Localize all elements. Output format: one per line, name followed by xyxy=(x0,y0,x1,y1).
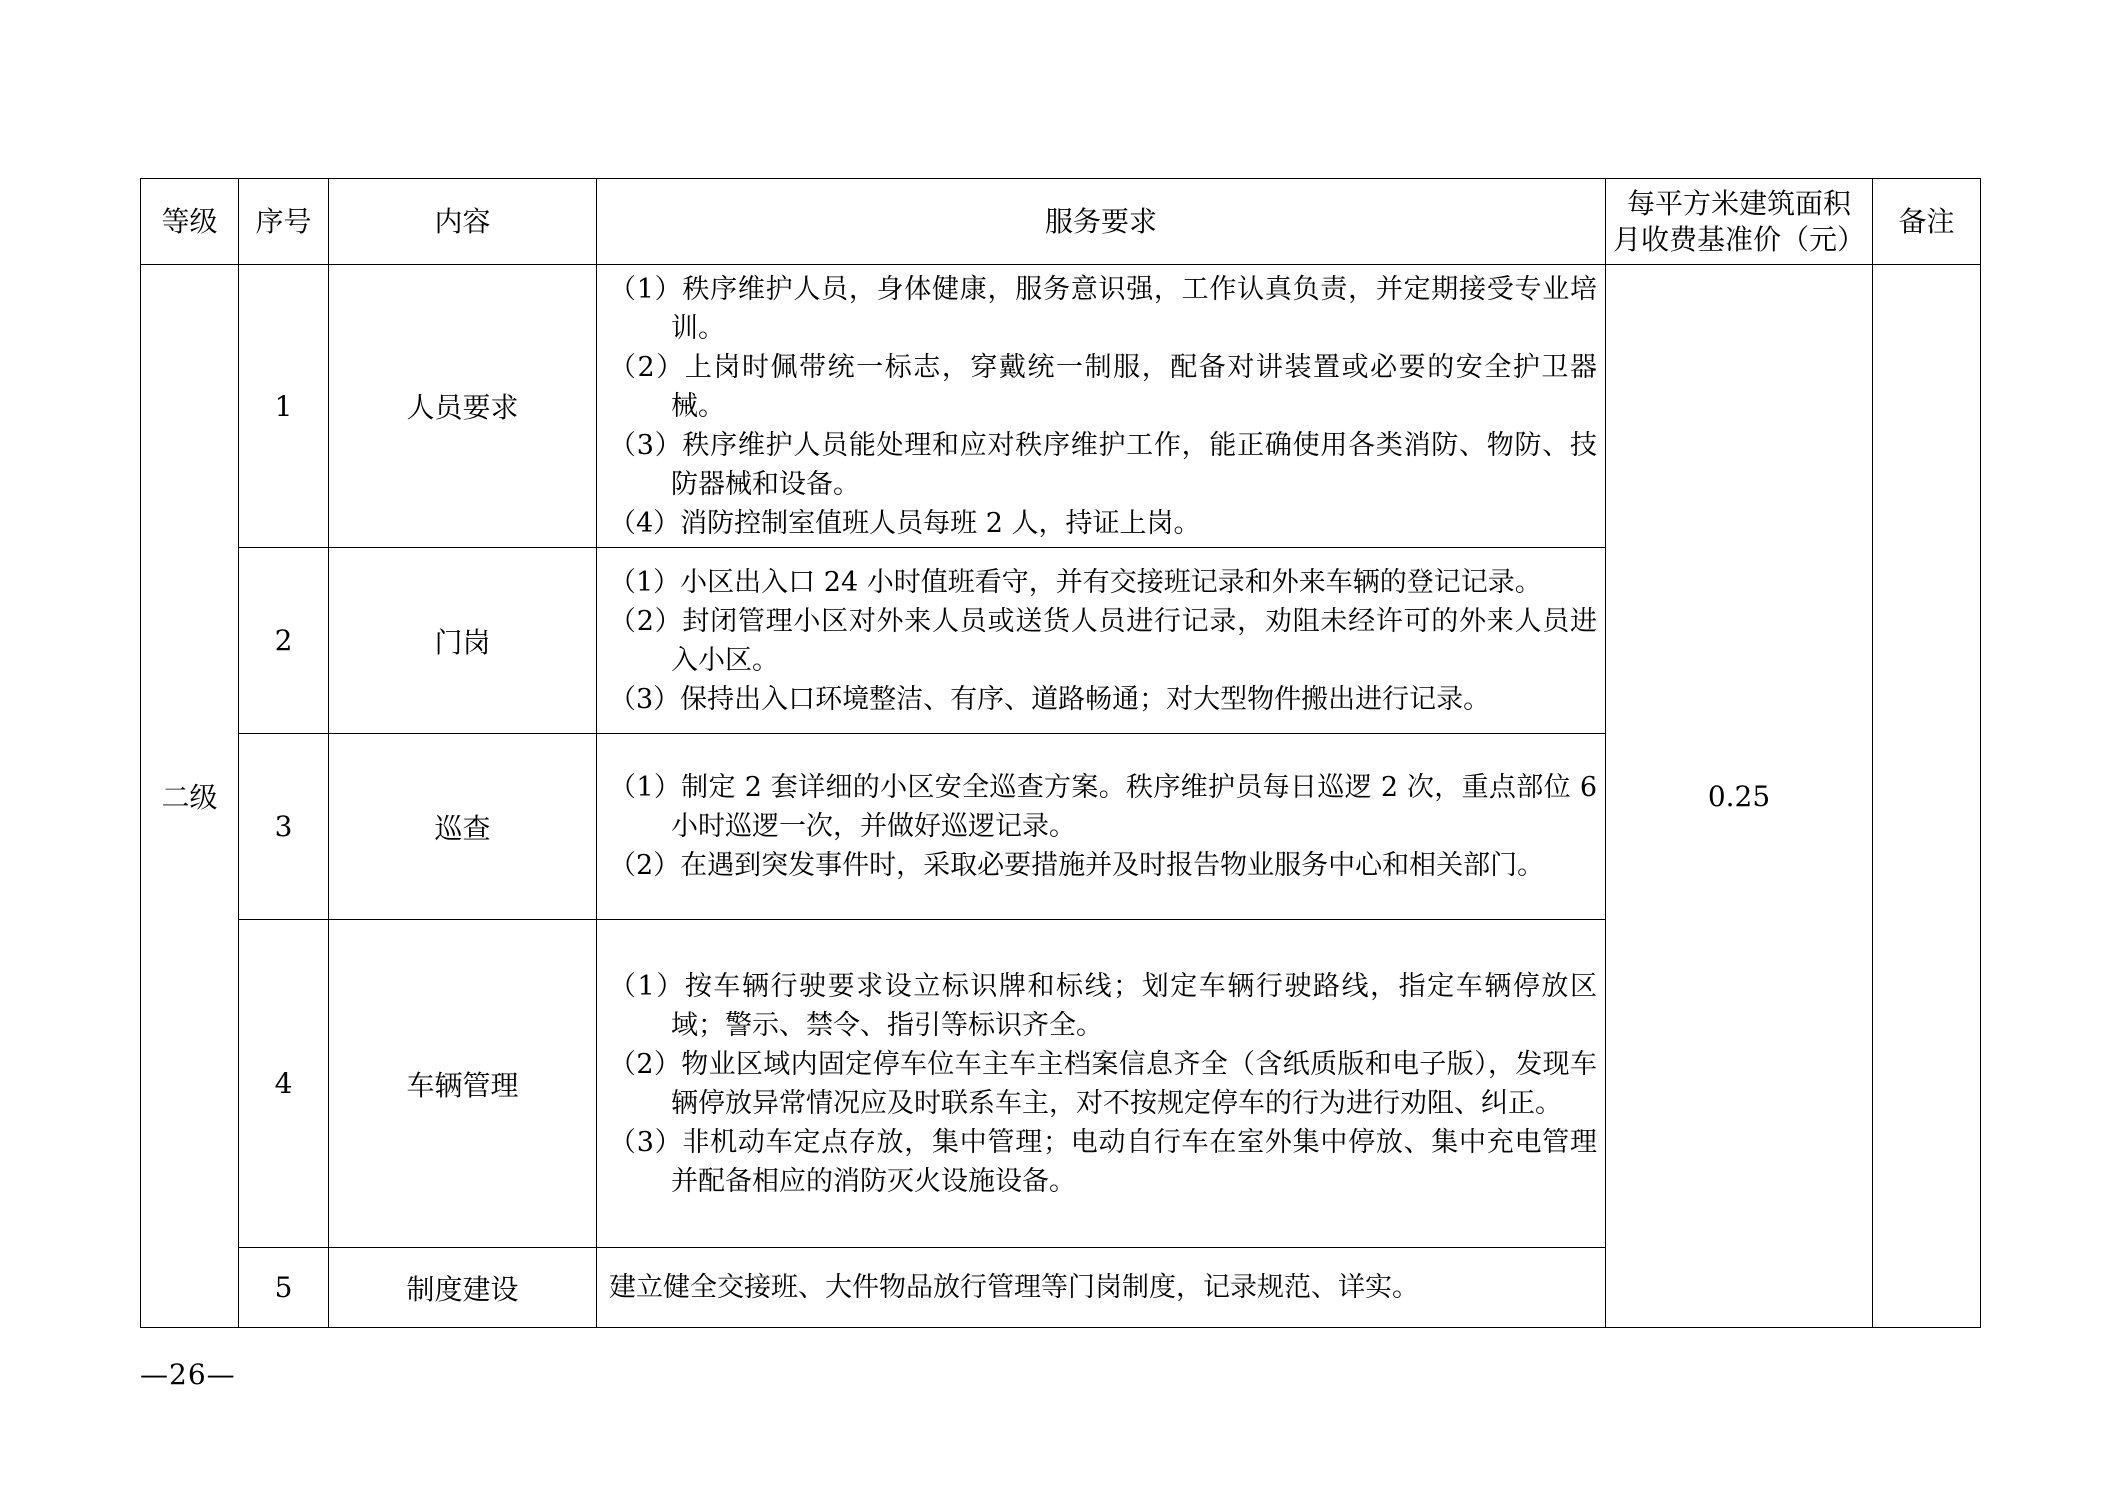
content-cell: 车辆管理 xyxy=(329,920,597,1248)
page-number: —26— xyxy=(140,1358,236,1391)
requirement-item: （1）按车辆行驶要求设立标识牌和标线；划定车辆行驶路线，指定车辆停放区域；警示、禁令、指引等标识齐全。 xyxy=(609,970,1597,1041)
requirements-cell xyxy=(597,920,1606,1248)
requirements-cell xyxy=(597,265,1606,548)
requirement-item: （3）保持出入口环境整洁、有序、道路畅通；对大型物件搬出进行记录。 xyxy=(609,683,1491,715)
requirement-text: 建立健全交接班、大件物品放行管理等门岗制度，记录规范、详实。 xyxy=(609,1272,1419,1303)
requirement-item: （1）小区出入口 24 小时值班看守，并有交接班记录和外来车辆的登记记录。 xyxy=(609,566,1542,598)
requirement-item: （1）制定 2 套详细的小区安全巡查方案。秩序维护员每日巡逻 2 次，重点部位 6 小时巡逻一次，并做好巡逻记录。 xyxy=(609,772,1597,842)
seq-cell: 2 xyxy=(239,548,329,734)
header-content: 内容 xyxy=(329,179,597,265)
requirement-item: （4）消防控制室值班人员每班 2 人，持证上岗。 xyxy=(609,507,1201,539)
header-row xyxy=(141,179,1981,265)
seq-cell: 3 xyxy=(239,734,329,920)
header-price-line2: 月收费基准价（元） xyxy=(1612,222,1865,256)
content-cell: 巡查 xyxy=(329,734,597,920)
table-row xyxy=(141,265,1981,548)
requirement-item: （3）非机动车定点存放，集中管理；电动自行车在室外集中停放、集中充电管理并配备相应的消防灭火设施设备。 xyxy=(609,1126,1597,1197)
header-price-line1: 每平方米建筑面积 xyxy=(1626,186,1851,220)
requirements-cell xyxy=(597,548,1606,734)
content-cell: 制度建设 xyxy=(329,1248,597,1328)
header-price xyxy=(1606,179,1873,265)
requirements-cell xyxy=(597,1248,1606,1328)
header-requirements: 服务要求 xyxy=(597,179,1606,265)
header-grade: 等级 xyxy=(141,179,239,265)
content-cell: 人员要求 xyxy=(329,265,597,548)
requirement-item: （2）封闭管理小区对外来人员或送货人员进行记录，劝阻未经许可的外来人员进入小区。 xyxy=(609,605,1597,676)
service-standard-table xyxy=(140,178,1981,1328)
grade-cell: 二级 xyxy=(141,265,239,1328)
requirement-item: （2）物业区域内固定停车位车主车主档案信息齐全（含纸质版和电子版），发现车辆停放异常情况应及时联系车主，对不按规定停车的行为进行劝阻、纠正。 xyxy=(609,1048,1597,1119)
header-seq: 序号 xyxy=(239,179,329,265)
seq-cell: 1 xyxy=(239,265,329,548)
price-cell: 0.25 xyxy=(1606,265,1873,1328)
requirements-cell xyxy=(597,734,1606,920)
seq-cell: 5 xyxy=(239,1248,329,1328)
seq-cell: 4 xyxy=(239,920,329,1248)
content-cell: 门岗 xyxy=(329,548,597,734)
requirement-item: （3）秩序维护人员能处理和应对秩序维护工作，能正确使用各类消防、物防、技防器械和设备。 xyxy=(609,429,1597,500)
requirement-item: （2）在遇到突发事件时，采取必要措施并及时报告物业服务中心和相关部门。 xyxy=(609,850,1545,881)
requirement-item: （1）秩序维护人员，身体健康，服务意识强，工作认真负责，并定期接受专业培训。 xyxy=(609,273,1597,344)
header-remark: 备注 xyxy=(1873,179,1981,265)
remark-cell xyxy=(1873,265,1981,1328)
requirement-item: （2）上岗时佩带统一标志，穿戴统一制服，配备对讲装置或必要的安全护卫器械。 xyxy=(609,351,1597,422)
